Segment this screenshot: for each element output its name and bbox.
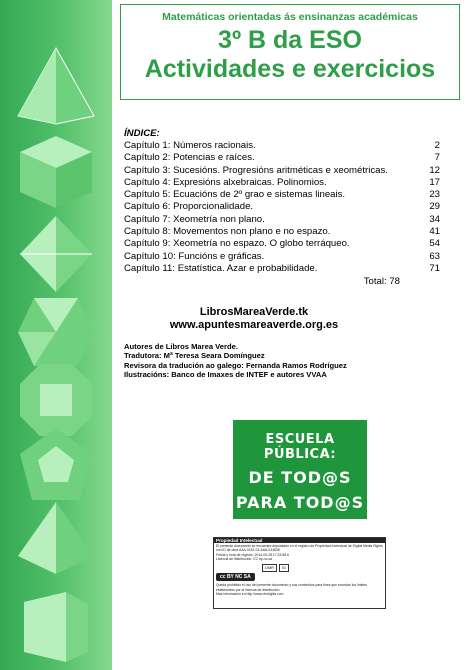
toc-page: 2 <box>434 140 440 151</box>
websites <box>124 306 384 332</box>
intellectual-property-box <box>213 537 386 609</box>
toc-row[interactable] <box>124 152 460 164</box>
tetrahedron-icon <box>14 44 98 128</box>
toc-row[interactable] <box>124 226 460 238</box>
octahedron-icon <box>14 212 98 296</box>
toc-page: 63 <box>429 250 440 262</box>
cc-license-icon: cc BY NC SA <box>216 573 255 581</box>
page-title: 3º B da ESO <box>218 26 362 54</box>
toc-page: 54 <box>429 238 440 250</box>
toc-label: Capítulo 2: Potencias e raíces. <box>124 152 255 164</box>
prism-icon <box>14 582 98 666</box>
toc-row[interactable] <box>124 238 460 250</box>
toc-row[interactable] <box>124 214 460 226</box>
ip-body <box>214 543 385 562</box>
title-box <box>120 4 460 100</box>
site-link-libros[interactable]: LibrosMareaVerde.tk <box>199 306 309 318</box>
toc-label: Capítulo 6: Proporcionalidade. <box>124 201 254 213</box>
credit-authors: Autores de Libros Marea Verde. <box>124 342 238 351</box>
toc-label: Capítulo 8: Movementos non plano e no espazo. <box>124 226 331 238</box>
toc-row[interactable] <box>124 177 460 189</box>
toc-label: Capítulo 11: Estatística. Azar e probabilidade. <box>124 262 318 274</box>
toc-label: Capítulo 5: Ecuacións de 2º grao e sistemas lineais. <box>124 189 346 201</box>
toc-label: Capítulo 10: Funcións e gráficas. <box>124 250 265 262</box>
toc-row[interactable] <box>124 140 460 152</box>
toc-label: Capítulo 9: Xeometría no espazo. O globo terráqueo. <box>124 238 350 250</box>
toc-page: 29 <box>429 201 440 213</box>
ip-text: Más información en http://www.dmrights.com <box>216 591 284 596</box>
toc-row[interactable] <box>124 165 460 177</box>
ip-heading: Propiedad Intelectual <box>214 538 385 543</box>
credit-review: Revisora da tradución ao galego: Fernanda Ramos Rodríguez <box>124 360 347 370</box>
ip-footer <box>214 582 385 597</box>
escuela-publica-logo <box>233 420 367 519</box>
toc-row[interactable] <box>124 189 460 201</box>
escuela-line2: DE TOD@S <box>248 468 352 487</box>
index-heading: ÍNDICE: <box>124 128 160 139</box>
table-of-contents <box>124 128 460 289</box>
toc-page: 71 <box>429 262 440 274</box>
ip-text: Fecha y hora de registro: 2014-05-28 17:23:58.6 <box>216 552 289 557</box>
toc-row[interactable] <box>124 201 460 213</box>
total-pages: Total: 78 <box>363 276 400 288</box>
site-link-apuntes[interactable]: www.apuntesmareaverde.org.es <box>169 319 339 331</box>
toc-label: Capítulo 4: Expresións alxebraicas. Polinomios. <box>124 176 327 188</box>
toc-label: Capítulo 3: Sucesións. Progresións aritméticas e xeométricas. <box>124 164 388 176</box>
ip-badges <box>262 564 385 572</box>
cc-license <box>216 573 383 581</box>
toc-page: 12 <box>429 164 440 176</box>
toc-page: 34 <box>429 213 440 225</box>
toc-label: Capítulo 7: Xeometría non plano. <box>124 213 265 225</box>
credit-illustrations: Ilustracións: Banco de Imaxes de INTEF e autores VVAA <box>124 370 327 380</box>
ip-text: El presente documento se encuentra depositado en el registro de Propiedad Intelectual de Digital Media Rights con ID de obra AAA-0181-02-AAA-044836 <box>216 544 383 553</box>
escuela-line1: ESCUELA PÚBLICA: <box>263 432 337 462</box>
ip-text: Queda prohibido el uso del presente documento y sus contenidos para fines que excedan los límites establecidos por la licencia de distribución. <box>216 583 367 592</box>
dmr-badge: DMR <box>262 564 277 572</box>
pyramid-icon <box>14 496 98 580</box>
credits <box>124 342 454 380</box>
decorative-side-band <box>0 0 112 670</box>
toc-page: 23 <box>429 189 440 201</box>
escuela-line3: PARA TOD@S <box>235 493 365 512</box>
toc-page: 17 <box>429 176 440 188</box>
toc-row[interactable] <box>124 263 460 275</box>
subtitle: Matemáticas orientadas ás ensinanzas académicas <box>162 11 418 23</box>
toc-page: 41 <box>429 226 440 238</box>
ip-text: Licencia de distribución: CC by-nc-sa <box>216 556 272 561</box>
page-subtitle: Actividades e exercicios <box>144 55 436 83</box>
id-badge: ID <box>279 564 289 572</box>
toc-row[interactable] <box>124 251 460 263</box>
toc-label: Capítulo 1: Números racionais. <box>124 140 256 151</box>
toc-page: 7 <box>434 152 440 164</box>
credit-translator: Tradutora: Mª Teresa Seara Domínguez <box>124 351 265 361</box>
cube-icon <box>14 130 98 214</box>
